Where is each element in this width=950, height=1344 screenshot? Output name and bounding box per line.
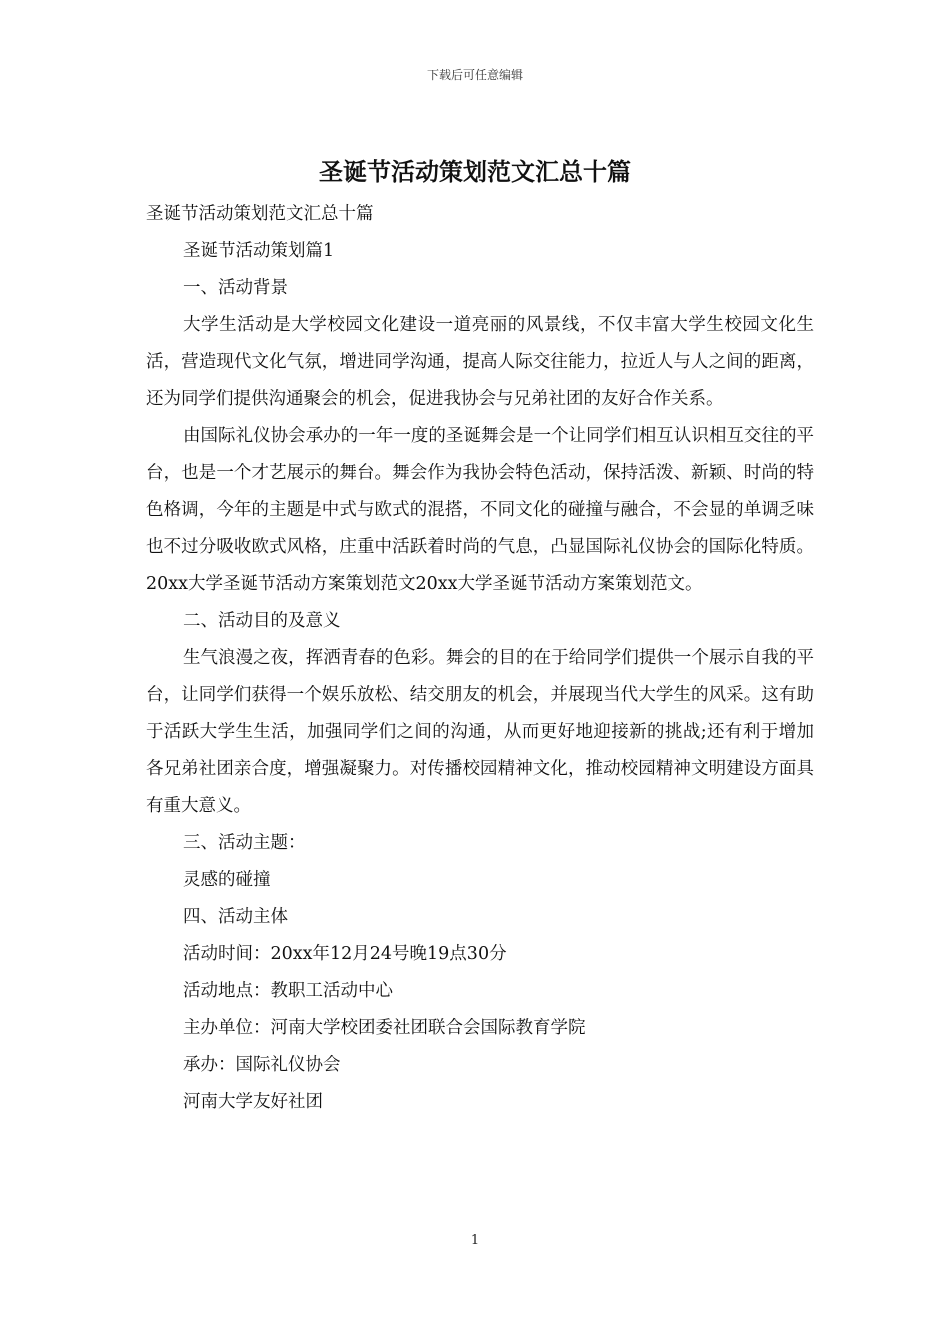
section-heading: 四、活动主体 (183, 907, 288, 927)
section-heading: 二、活动目的及意义 (183, 611, 341, 631)
section-heading: 一、活动背景 (183, 278, 288, 298)
paragraph: 活动地点：教职工活动中心 (183, 981, 393, 1001)
document-title: 圣诞节活动策划范文汇总十篇 (319, 157, 631, 186)
paragraph: 承办：国际礼仪协会 (183, 1055, 341, 1075)
paragraph: 大学生活动是大学校园文化建设一道亮丽的风景线，不仅丰富大学生校园文化生活，营造现代文化气氛，增进同学沟通，提高人际交往能力，拉近人与人之间的距离，还为同学们提供沟通聚会的机会，促进我协会与兄弟社团的友好合作关系。 (146, 315, 814, 409)
section-heading: 三、活动主题： (183, 833, 306, 853)
header-note: 下载后可任意编辑 (426, 68, 523, 82)
paragraph: 圣诞节活动策划范文汇总十篇 (146, 204, 374, 224)
paragraph: 活动时间：20xx年12月24号晚19点30分 (183, 944, 507, 964)
paragraph: 主办单位：河南大学校团委社团联合会国际教育学院 (183, 1018, 586, 1038)
document-body (146, 196, 814, 1121)
paragraph: 灵感的碰撞 (183, 870, 271, 890)
paragraph: 由国际礼仪协会承办的一年一度的圣诞舞会是一个让同学们相互认识相互交往的平台，也是一个才艺展示的舞台。舞会作为我协会特色活动，保持活泼、新颖、时尚的特色格调，今年的主题是中式与欧式的混搭，不同文化的碰撞与融合，不会显的单调乏味也不过分吸收欧式风格，庄重中活跃着时尚的气息，凸显国际礼仪协会的国际化特质。20xx大学圣诞节活动方案策划范文20xx大学圣诞节活动方案策划范文。 (146, 426, 814, 594)
page-number: 1 (470, 1233, 480, 1248)
paragraph: 河南大学友好社团 (183, 1092, 323, 1112)
paragraph: 生气浪漫之夜，挥洒青春的色彩。舞会的目的在于给同学们提供一个展示自我的平台，让同学们获得一个娱乐放松、结交朋友的机会，并展现当代大学生的风采。这有助于活跃大学生生活，加强同学们之间的沟通，从而更好地迎接新的挑战;还有利于增加各兄弟社团亲合度，增强凝聚力。对传播校园精神文化，推动校园精神文明建设方面具有重大意义。 (146, 648, 814, 816)
paragraph: 圣诞节活动策划篇1 (183, 241, 335, 261)
